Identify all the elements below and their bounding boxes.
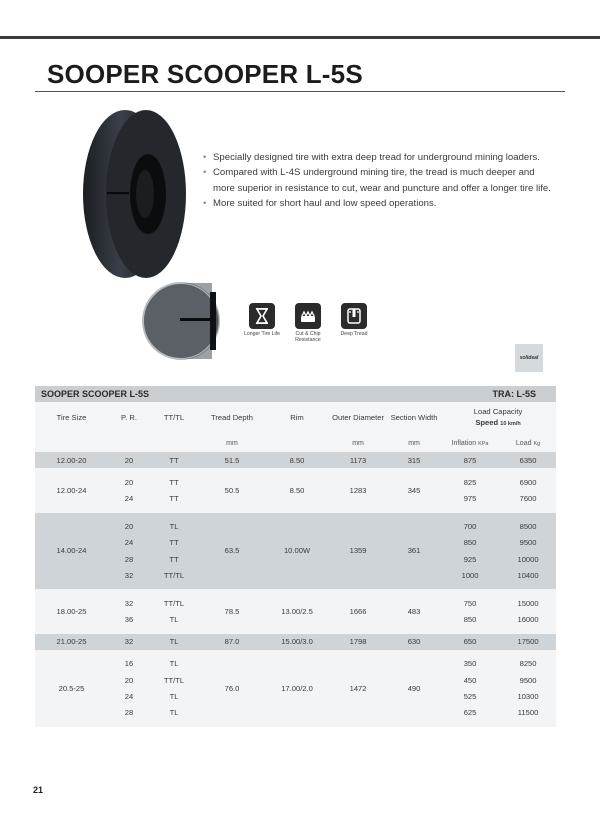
cell-tire-size: 20.5-25 [35, 656, 108, 721]
feature-label: Longer Tire Life [243, 331, 281, 337]
cell-load: 6900 [500, 474, 556, 490]
feature-icons [245, 303, 371, 343]
table-header-row [35, 402, 556, 434]
cell-section-width: 345 [388, 474, 440, 506]
spacer-cell [35, 721, 556, 727]
cell-inflation: 875 [440, 452, 500, 468]
cell-section-width: 490 [388, 656, 440, 721]
header-tread-depth: Tread Depth [198, 402, 266, 434]
header-inflation [440, 434, 500, 452]
header-section-width: Section Width [388, 402, 440, 434]
header-rim: Rim [266, 402, 328, 434]
cell-tt-tl: TT/TL [150, 672, 198, 688]
unit-empty [150, 434, 198, 452]
cell-inflation: 625 [440, 704, 500, 720]
cell-tt-tl: TT [150, 535, 198, 551]
cell-pr: 24 [108, 535, 150, 551]
cell-pr: 32 [108, 634, 150, 650]
unit-empty [35, 434, 108, 452]
cell-load: 10400 [500, 567, 556, 583]
header-load-capacity-label: Load Capacity [473, 407, 523, 416]
unit-outer-diameter-mm: mm [328, 434, 388, 452]
cell-load: 16000 [500, 612, 556, 628]
cell-pr: 16 [108, 656, 150, 672]
unit-empty [266, 434, 328, 452]
feature-label: Cut & Chip Resistance [295, 331, 321, 343]
unit-empty [108, 434, 150, 452]
unit-section-width-mm: mm [388, 434, 440, 452]
cell-rim: 15.00/3.0 [266, 634, 328, 650]
header-tire-size: Tire Size [35, 402, 108, 434]
header-pr: P. R. [108, 402, 150, 434]
cell-load: 8250 [500, 656, 556, 672]
cell-inflation: 850 [440, 535, 500, 551]
cell-load: 9500 [500, 535, 556, 551]
cell-load: 6350 [500, 452, 556, 468]
cell-rim: 13.00/2.5 [266, 595, 328, 627]
header-load [500, 434, 556, 452]
hourglass-icon [249, 303, 275, 329]
page-number: 21 [33, 785, 44, 795]
cell-tt-tl: TL [150, 519, 198, 535]
cell-pr: 36 [108, 612, 150, 628]
feature-bullet-list [203, 150, 558, 211]
cell-pr: 28 [108, 551, 150, 567]
cell-rim: 8.50 [266, 452, 328, 468]
bullet-item: • More suited for short haul and low speed operations. [203, 196, 558, 211]
cell-tire-size: 14.00-24 [35, 519, 108, 584]
header-speed-label: Speed [475, 418, 499, 427]
cell-section-width: 630 [388, 634, 440, 650]
cell-tt-tl: TL [150, 704, 198, 720]
header-load-label: Load [515, 439, 532, 447]
cell-inflation: 975 [440, 490, 500, 506]
table-row [35, 634, 556, 650]
cell-inflation: 925 [440, 551, 500, 567]
header-speed-unit: 10 km/h [500, 421, 521, 427]
cell-tt-tl: TL [150, 612, 198, 628]
cell-pr: 32 [108, 595, 150, 611]
cell-tread-depth: 78.5 [198, 595, 266, 627]
cell-tt-tl: TT/TL [150, 595, 198, 611]
cell-inflation: 650 [440, 634, 500, 650]
cell-rim: 8.50 [266, 474, 328, 506]
cell-load: 10000 [500, 551, 556, 567]
cell-pr: 28 [108, 704, 150, 720]
cell-pr: 20 [108, 452, 150, 468]
brand-logo: solideal [515, 344, 543, 372]
header-inflation-unit: KPa [478, 440, 489, 447]
tread-depth-closeup-image [140, 280, 222, 362]
cell-tt-tl: TL [150, 634, 198, 650]
cell-pr: 20 [108, 672, 150, 688]
cell-tread-depth: 63.5 [198, 519, 266, 584]
cell-rim: 17.00/2.0 [266, 656, 328, 721]
cell-tire-size: 12.00-20 [35, 452, 108, 468]
group-spacer [35, 721, 556, 727]
table-name: SOOPER SCOOPER L-5S [35, 386, 328, 402]
cell-tt-tl: TT/TL [150, 567, 198, 583]
cell-tt-tl: TT [150, 452, 198, 468]
cell-section-width: 315 [388, 452, 440, 468]
cell-tire-size: 12.00-24 [35, 474, 108, 506]
cell-outer-diameter: 1283 [328, 474, 388, 506]
cell-inflation: 825 [440, 474, 500, 490]
cell-outer-diameter: 1472 [328, 656, 388, 721]
cut-chip-resistance-icon [295, 303, 321, 329]
table-row [35, 595, 556, 611]
table-row [35, 656, 556, 672]
feature-label: Deep Tread [340, 331, 368, 337]
top-rule [0, 36, 600, 39]
cell-tire-size: 21.00-25 [35, 634, 108, 650]
cell-load: 8500 [500, 519, 556, 535]
table-row [35, 474, 556, 490]
cell-tt-tl: TL [150, 688, 198, 704]
page-title: SOOPER SCOOPER L-5S [47, 59, 363, 89]
cell-inflation: 750 [440, 595, 500, 611]
cell-inflation: 525 [440, 688, 500, 704]
cell-tread-depth: 51.5 [198, 452, 266, 468]
cell-tire-size: 18.00-25 [35, 595, 108, 627]
table-unit-row [35, 434, 556, 452]
feature-longer-tire-life [245, 303, 279, 343]
cell-pr: 24 [108, 490, 150, 506]
feature-deep-tread [337, 303, 371, 343]
cell-rim: 10.00W [266, 519, 328, 584]
cell-section-width: 361 [388, 519, 440, 584]
feature-cut-chip-resistance [291, 303, 325, 343]
cell-section-width: 483 [388, 595, 440, 627]
header-load-capacity [440, 402, 556, 434]
cell-pr: 32 [108, 567, 150, 583]
cell-tread-depth: 50.5 [198, 474, 266, 506]
spec-table [35, 386, 556, 727]
title-rule [35, 91, 565, 92]
cell-inflation: 450 [440, 672, 500, 688]
cell-tt-tl: TT [150, 551, 198, 567]
table-title-bar [35, 386, 556, 402]
cell-load: 10300 [500, 688, 556, 704]
cell-outer-diameter: 1798 [328, 634, 388, 650]
table-row [35, 519, 556, 535]
cell-pr: 24 [108, 688, 150, 704]
header-tt-tl: TT/TL [150, 402, 198, 434]
cell-load: 11500 [500, 704, 556, 720]
cell-inflation: 700 [440, 519, 500, 535]
cell-outer-diameter: 1359 [328, 519, 388, 584]
header-inflation-label: Inflation [451, 439, 477, 447]
table-tra: TRA: L-5S [328, 386, 556, 402]
table-row [35, 452, 556, 468]
cell-load: 9500 [500, 672, 556, 688]
header-load-unit: Kg [533, 440, 541, 447]
cell-outer-diameter: 1666 [328, 595, 388, 627]
cell-tt-tl: TL [150, 656, 198, 672]
deep-tread-icon [341, 303, 367, 329]
cell-tt-tl: TT [150, 490, 198, 506]
header-speed [440, 417, 556, 430]
cell-inflation: 350 [440, 656, 500, 672]
cell-tread-depth: 76.0 [198, 656, 266, 721]
cell-tread-depth: 87.0 [198, 634, 266, 650]
bullet-item: • Compared with L-4S underground mining tire, the tread is much deeper and more superior in resistance to cut, wear and puncture and offer a longer tire life. [203, 165, 558, 196]
cell-pr: 20 [108, 474, 150, 490]
cell-load: 7600 [500, 490, 556, 506]
bullet-item: • Specially designed tire with extra deep tread for underground mining loaders. [203, 150, 558, 165]
cell-load: 17500 [500, 634, 556, 650]
header-outer-diameter: Outer Diameter [328, 402, 388, 434]
cell-outer-diameter: 1173 [328, 452, 388, 468]
cell-pr: 20 [108, 519, 150, 535]
cell-inflation: 1000 [440, 567, 500, 583]
cell-load: 15000 [500, 595, 556, 611]
tire-image [70, 106, 200, 286]
cell-inflation: 850 [440, 612, 500, 628]
unit-tread-depth-mm: mm [198, 434, 266, 452]
cell-tt-tl: TT [150, 474, 198, 490]
